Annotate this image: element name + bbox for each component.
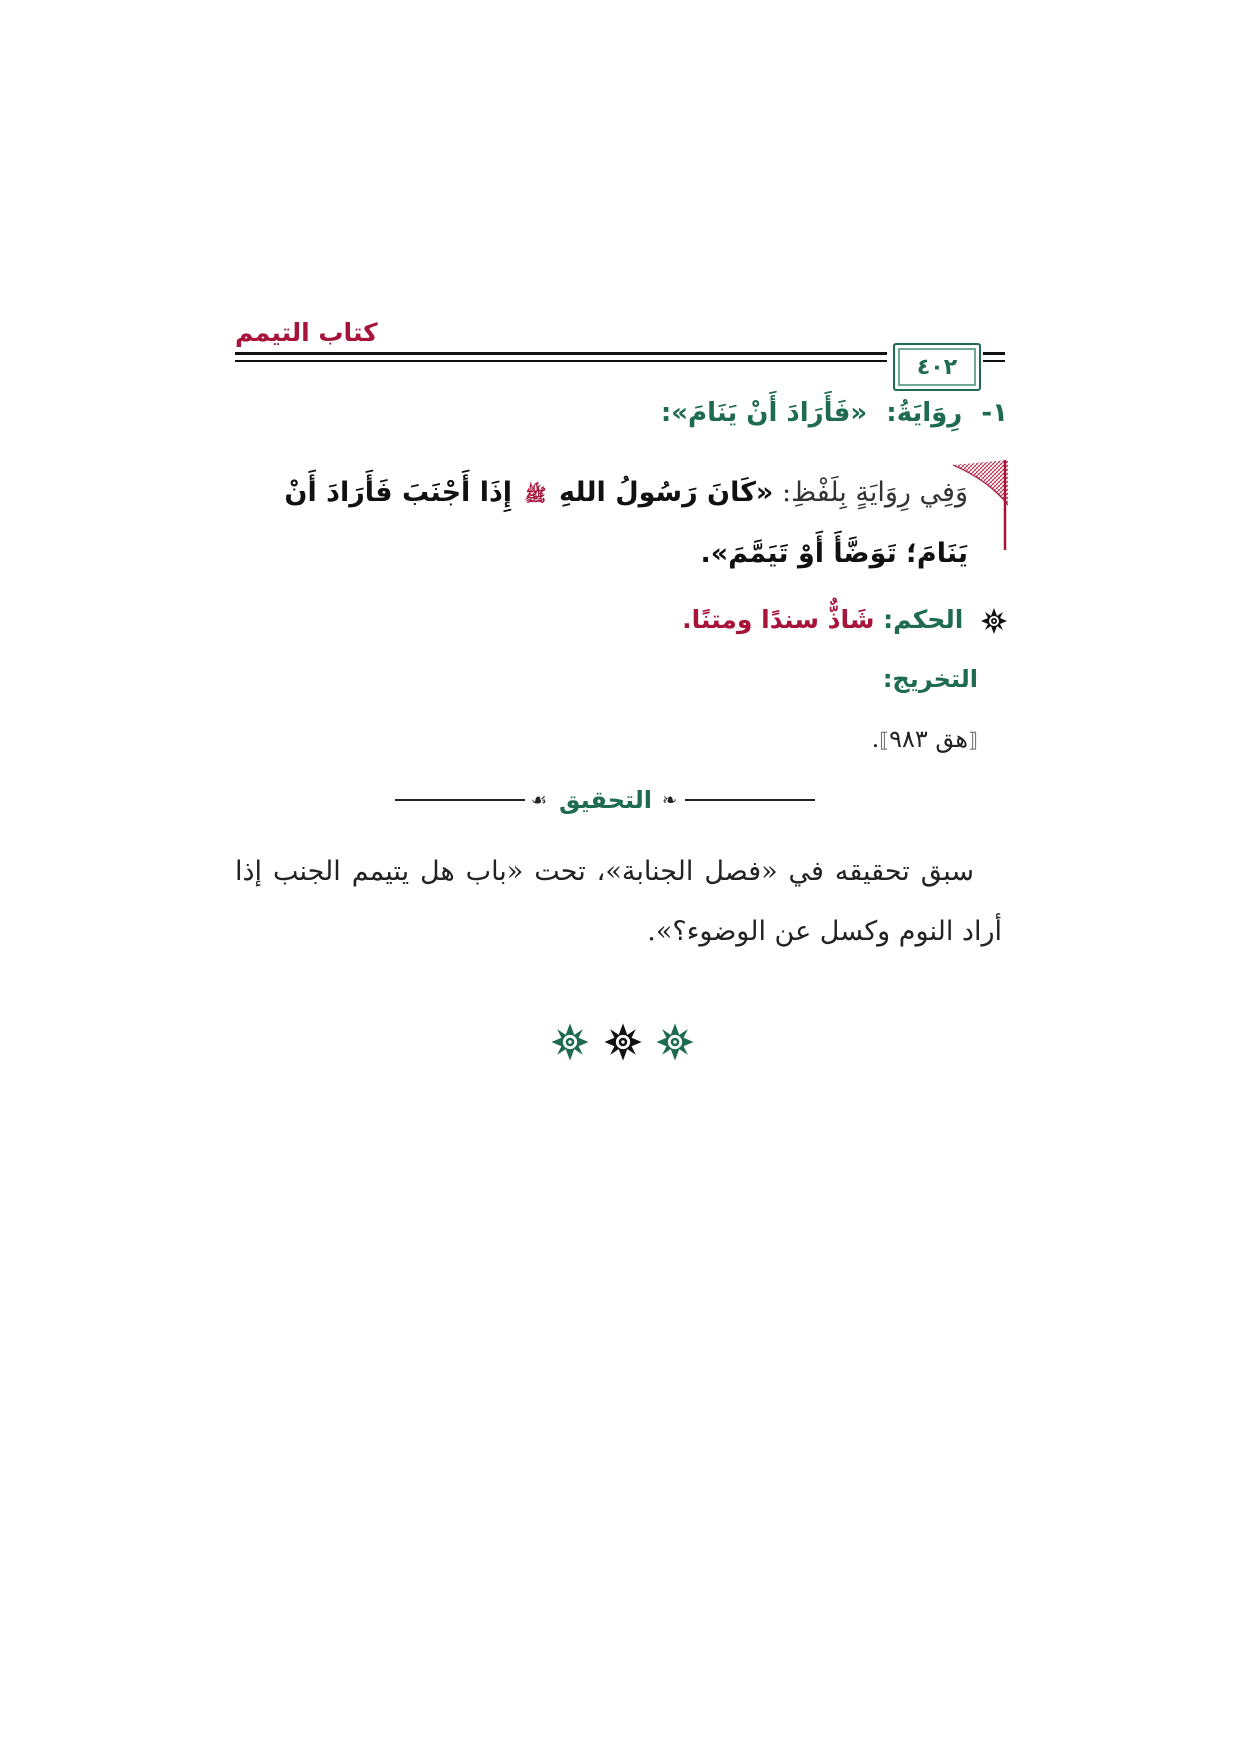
header-rule-right-bottom bbox=[983, 360, 1005, 362]
flower-icon bbox=[655, 1022, 695, 1062]
divider-line-right bbox=[685, 799, 815, 801]
tahqiq-divider bbox=[395, 782, 815, 818]
ruling-value: شَاذٌّ سندًا ومتنًا. bbox=[682, 605, 875, 634]
takhrij-label: التخريج: bbox=[882, 665, 978, 693]
divider-ornament-icon: ☙ bbox=[530, 789, 549, 811]
flower-icon bbox=[603, 1022, 643, 1062]
header-rule-right-top bbox=[983, 352, 1005, 355]
hadith-text bbox=[240, 464, 968, 583]
divider-title: التحقيق bbox=[559, 786, 653, 814]
divider-ornament-icon: ❧ bbox=[662, 789, 680, 811]
hadith-lead: وَفِي رِوَايَةٍ بِلَفْظِ: bbox=[781, 477, 968, 508]
section-number: ١- bbox=[981, 398, 1008, 428]
ruling-label: الحكم: bbox=[883, 605, 964, 634]
flower-icon bbox=[550, 1022, 590, 1062]
takhrij-trailing: . bbox=[871, 725, 880, 753]
page-number-frame bbox=[893, 343, 981, 391]
section-label: رِوَايَةُ: bbox=[886, 398, 963, 428]
divider-line-left bbox=[395, 799, 525, 801]
ruling bbox=[682, 605, 1008, 635]
bracket-close-icon: ⟧ bbox=[879, 728, 890, 752]
bracket-open-icon: ⟦ bbox=[968, 728, 978, 752]
hadith-matn-part1: «كَانَ رَسُولُ اللهِ bbox=[559, 477, 774, 508]
book-title: كتاب التيمم bbox=[235, 318, 378, 347]
section-heading bbox=[661, 398, 1008, 428]
end-ornament bbox=[550, 1022, 695, 1066]
hadith-matn-part2: إِذَا أَجْنَبَ فَأَرَادَ أَنْ يَنَامَ؛ تَوَضَّأَ أَوْ تَيَمَّمَ». bbox=[284, 477, 968, 569]
body-paragraph: سبق تحقيقه في «فصل الجنابة»، تحت «باب هل يتيمم الجنب إذا أراد النوم وكسل عن الوضوء؟». bbox=[235, 856, 1002, 947]
page-number: ٤٠٢ bbox=[916, 354, 958, 380]
takhrij-ref-text: هق ٩٨٣ bbox=[889, 725, 969, 753]
header-rule-top bbox=[235, 352, 887, 355]
section-quote: «فَأَرَادَ أَنْ يَنَامَ»: bbox=[660, 398, 868, 428]
header-rule-bottom bbox=[235, 360, 887, 362]
flower-icon bbox=[980, 607, 1008, 635]
takhrij-reference bbox=[872, 725, 978, 753]
salawat-glyph: ﷺ bbox=[524, 485, 547, 506]
